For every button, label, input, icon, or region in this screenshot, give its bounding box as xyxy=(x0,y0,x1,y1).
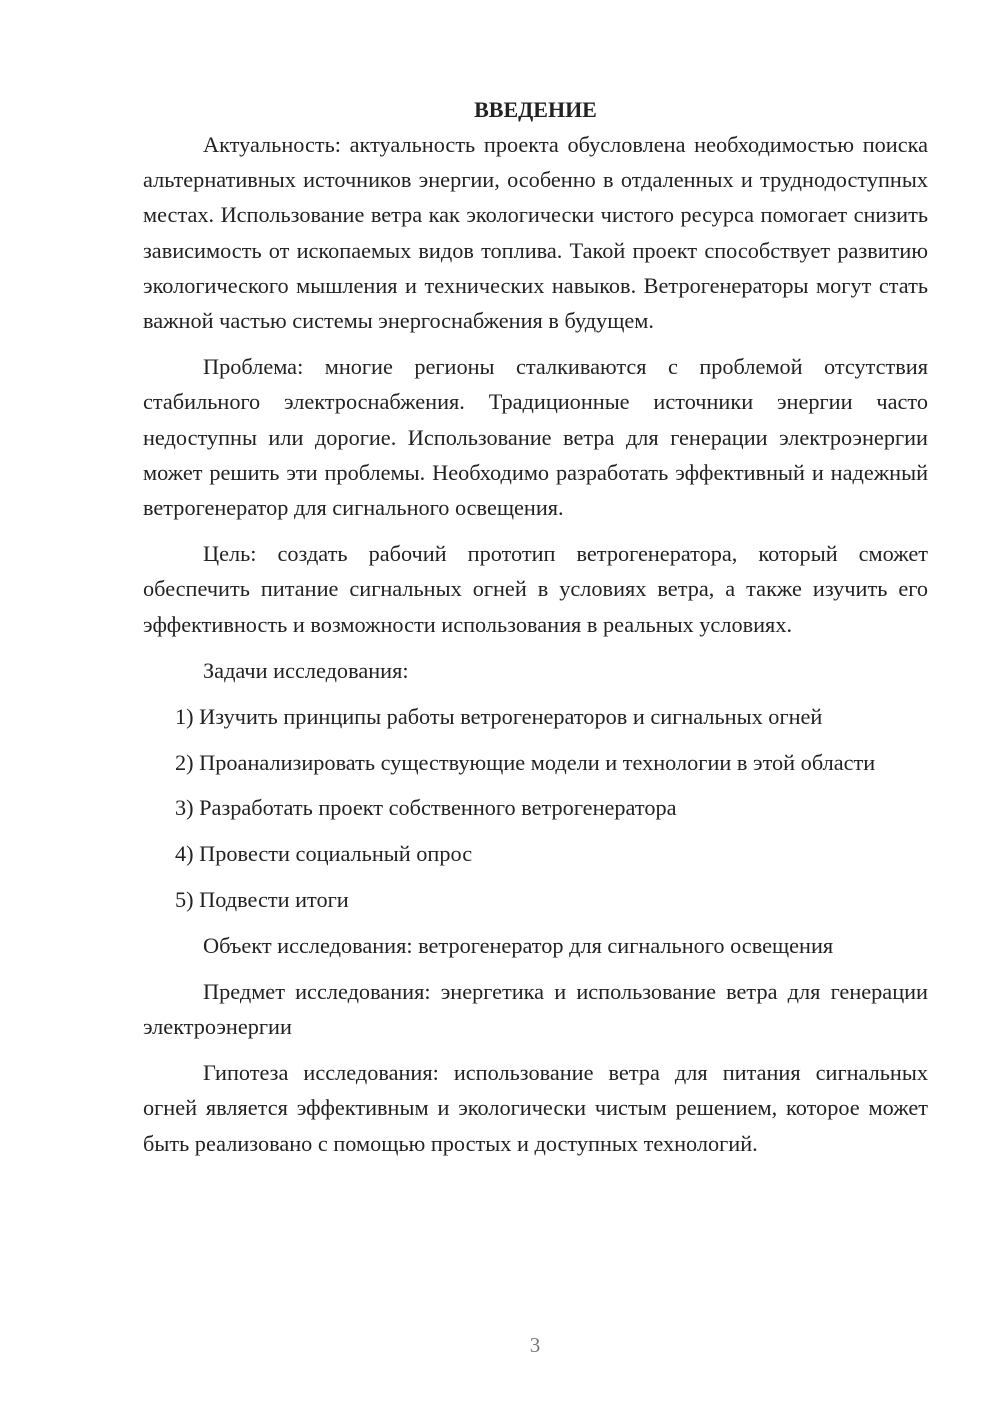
page-title: ВВЕДЕНИЕ xyxy=(474,97,597,122)
paragraph-hypothesis: Гипотеза исследования: использование ветра для питания сигнальных огней является эффективным и экологически чистым решением, которое может быть реализовано с помощью простых и доступных технологий. xyxy=(143,1060,928,1156)
task-item: 1) Изучить принципы работы ветрогенераторов и сигнальных огней xyxy=(175,704,823,730)
task-item: 2) Проанализировать существующие модели и технологии в этой области xyxy=(175,749,876,775)
task-item: 5) Подвести итоги xyxy=(175,886,349,912)
document-page xyxy=(143,92,928,1172)
paragraph-goal: Цель: создать рабочий прототип ветрогенератора, который сможет обеспечить питание сигнальных огней в условиях ветра, а также изучить его эффективность и возможности использования в реальных условиях. xyxy=(143,541,928,637)
page-number: 3 xyxy=(529,1333,541,1357)
paragraph-subject: Предмет исследования: энергетика и использование ветра для генерации электроэнергии xyxy=(143,978,928,1039)
paragraph-problem: Проблема: многие регионы сталкиваются с проблемой отсутствия стабильного электроснабжения. Традиционные источники энергии часто недоступны или дорогие. Использование ветра для генерации электроэнергии может решить эти проблемы. Необходимо разработать эффективный и надежный ветрогенератор для сигнального освещения. xyxy=(143,354,928,521)
paragraph-relevance: Актуальность: актуальность проекта обусловлена необходимостью поиска альтернативных источников энергии, особенно в отдаленных и труднодоступных местах. Использование ветра как экологически чистого ресурса помогает снизить зависимость от ископаемых видов топлива. Такой проект способствует развитию экологического мышления и технических навыков. Ветрогенераторы могут стать важной частью системы энергоснабжения в будущем. xyxy=(143,132,928,334)
paragraph-tasks-heading: Задачи исследования: xyxy=(203,657,409,683)
task-item: 3) Разработать проект собственного ветрогенератора xyxy=(175,795,677,821)
paragraph-object: Объект исследования: ветрогенератор для сигнального освещения xyxy=(203,932,834,958)
task-item: 4) Провести социальный опрос xyxy=(175,841,473,867)
